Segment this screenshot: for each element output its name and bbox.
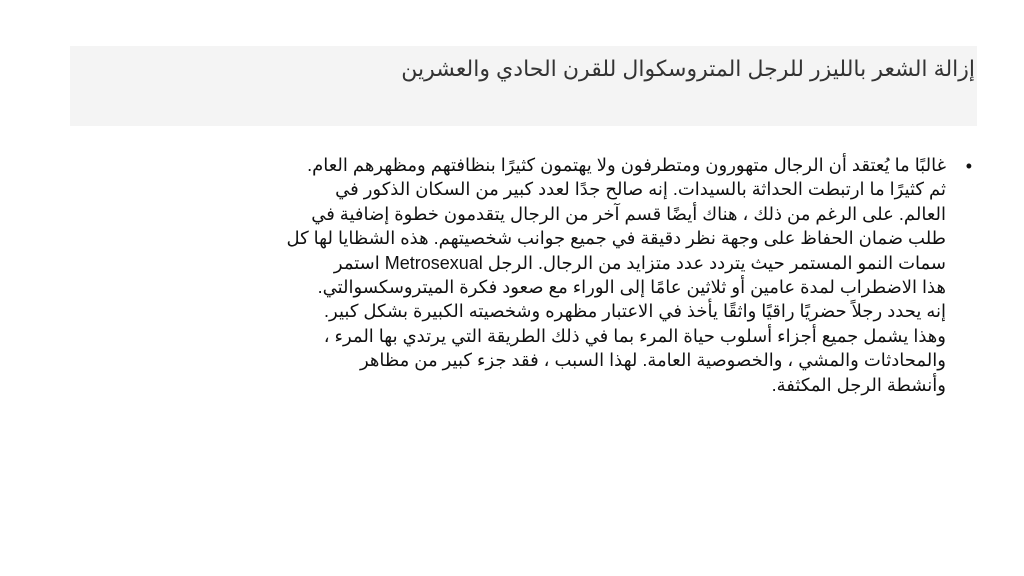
body-line-9: والمحادثات والمشي ، والخصوصية العامة. لهذا السبب ، فقد جزء كبير من مظاهر (359, 350, 946, 371)
body-paragraph (98, 153, 946, 397)
body-line-2: ثم كثيرًا ما ارتبطت الحداثة بالسيدات. إنه صالح جدًا لعدد كبير من السكان الذكور في (335, 179, 946, 200)
bullet-marker: • (965, 156, 972, 176)
body-line-1: غالبًا ما يُعتقد أن الرجال متهورون ومتطرفون ولا يهتمون كثيرًا بنظافتهم ومظهرهم العام. (307, 155, 946, 175)
body-placeholder (98, 153, 972, 483)
slide-title: إزالة الشعر بالليزر للرجل المتروسكوال للقرن الحادي والعشرين (401, 56, 975, 81)
body-line-10: وأنشطة الرجل المكثفة. (771, 374, 946, 395)
body-line-6: هذا الاضطراب لمدة عامين أو ثلاثين عامًا إلى الوراء مع صعود فكرة الميتروسكسوالتي. (317, 277, 946, 298)
body-line-7: إنه يحدد رجلاً حضريًا راقيًا واثقًا يأخذ في الاعتبار مظهره وشخصيته الكبيرة بشكل كبير. (324, 301, 946, 322)
body-line-5: سمات النمو المستمر حيث يتردد عدد متزايد من الرجال. الرجل Metrosexual استمر (333, 252, 946, 273)
body-line-3: العالم. على الرغم من ذلك ، هناك أيضًا قسم آخر من الرجال يتقدمون خطوة إضافية في (311, 203, 946, 224)
title-placeholder (70, 46, 977, 126)
body-line-8: وهذا يشمل جميع أجزاء أسلوب حياة المرء بما في ذلك الطريقة التي يرتدي بها المرء ، (323, 325, 946, 346)
body-line-4: طلب ضمان الحفاظ على وجهة نظر دقيقة في جميع جوانب شخصيتهم. هذه الشظايا لها كل (286, 228, 946, 249)
